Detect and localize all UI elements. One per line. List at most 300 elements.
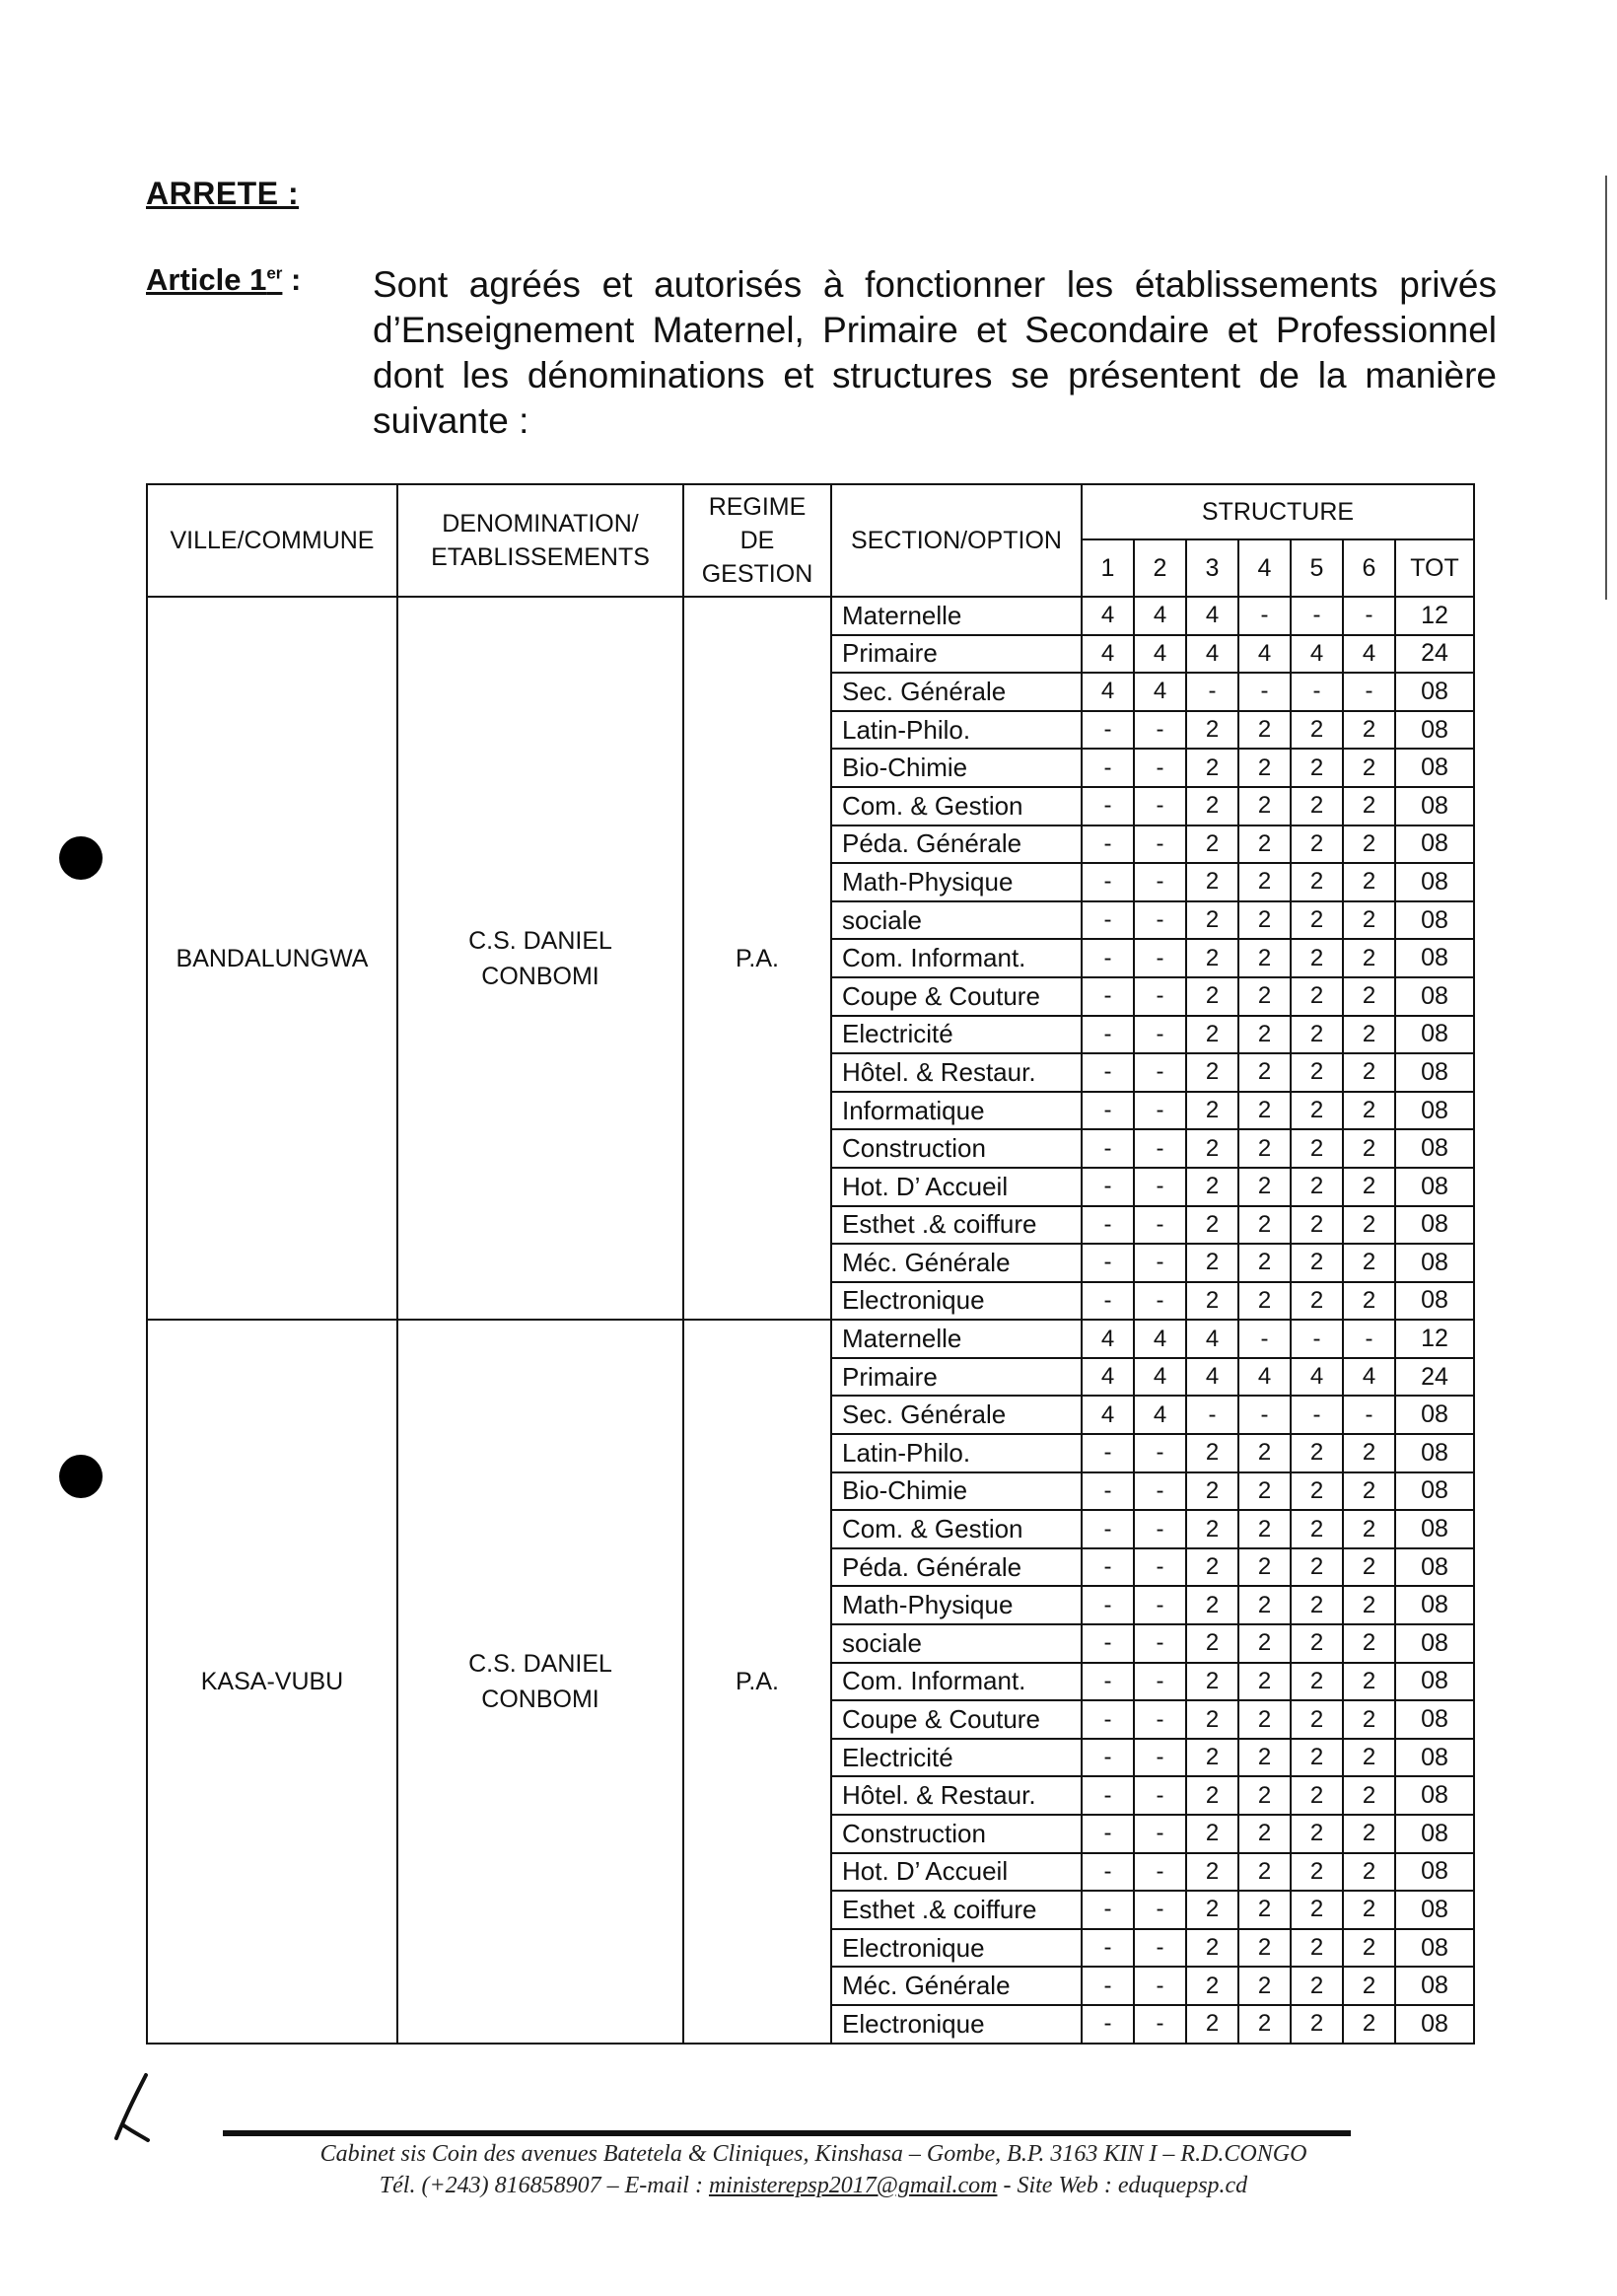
article-superscript: er bbox=[266, 263, 283, 283]
cell-section: Méc. Générale bbox=[831, 1967, 1082, 2005]
cell-year-1: - bbox=[1082, 825, 1134, 864]
cell-total: 12 bbox=[1395, 597, 1474, 635]
cell-year-3: 4 bbox=[1186, 635, 1238, 674]
cell-section: Hôtel. & Restaur. bbox=[831, 1053, 1082, 1092]
cell-year-5: 2 bbox=[1291, 1016, 1343, 1054]
cell-year-4: 2 bbox=[1238, 901, 1291, 940]
cell-section: Maternelle bbox=[831, 597, 1082, 635]
punch-hole-mark bbox=[59, 836, 103, 880]
cell-year-4: 2 bbox=[1238, 1624, 1291, 1663]
cell-total: 08 bbox=[1395, 1472, 1474, 1511]
cell-year-2: - bbox=[1134, 825, 1186, 864]
cell-year-4: 2 bbox=[1238, 1168, 1291, 1206]
cell-year-4: - bbox=[1238, 1396, 1291, 1434]
cell-section: Informatique bbox=[831, 1092, 1082, 1130]
cell-year-3: 2 bbox=[1186, 1244, 1238, 1282]
cell-year-5: 2 bbox=[1291, 1168, 1343, 1206]
footer-contact: Tél. (+243) 816858907 – E-mail : ministerepsp2017@gmail.com - Site Web : eduquepsp.cd bbox=[379, 2173, 1248, 2198]
cell-year-5: 2 bbox=[1291, 1967, 1343, 2005]
cell-section: Latin-Philo. bbox=[831, 1434, 1082, 1472]
cell-section: Hot. D’ Accueil bbox=[831, 1853, 1082, 1892]
cell-year-5: 2 bbox=[1291, 1929, 1343, 1968]
cell-year-3: 2 bbox=[1186, 1206, 1238, 1245]
cell-year-5: 2 bbox=[1291, 1092, 1343, 1130]
cell-year-6: 2 bbox=[1343, 1739, 1395, 1777]
cell-total: 08 bbox=[1395, 1434, 1474, 1472]
cell-year-3: 4 bbox=[1186, 597, 1238, 635]
cell-year-4: 2 bbox=[1238, 1016, 1291, 1054]
cell-year-1: - bbox=[1082, 1739, 1134, 1777]
cell-year-1: - bbox=[1082, 1510, 1134, 1548]
cell-year-4: 2 bbox=[1238, 787, 1291, 825]
header-col-2: 2 bbox=[1134, 539, 1186, 597]
cell-year-2: - bbox=[1134, 1815, 1186, 1853]
cell-year-6: 2 bbox=[1343, 1168, 1395, 1206]
cell-total: 08 bbox=[1395, 825, 1474, 864]
cell-year-3: 4 bbox=[1186, 1320, 1238, 1358]
cell-section: Esthet .& coiffure bbox=[831, 1891, 1082, 1929]
cell-year-4: 2 bbox=[1238, 1891, 1291, 1929]
cell-year-1: - bbox=[1082, 1053, 1134, 1092]
header-col-tot: TOT bbox=[1395, 539, 1474, 597]
cell-year-2: - bbox=[1134, 1510, 1186, 1548]
header-ville: VILLE/COMMUNE bbox=[147, 484, 397, 597]
cell-year-2: - bbox=[1134, 863, 1186, 901]
cell-year-1: - bbox=[1082, 1129, 1134, 1168]
cell-total: 12 bbox=[1395, 1320, 1474, 1358]
cell-total: 08 bbox=[1395, 901, 1474, 940]
cell-year-4: 2 bbox=[1238, 1472, 1291, 1511]
cell-year-6: - bbox=[1343, 1396, 1395, 1434]
cell-year-3: 2 bbox=[1186, 1929, 1238, 1968]
cell-year-6: 2 bbox=[1343, 787, 1395, 825]
cell-year-1: - bbox=[1082, 1815, 1134, 1853]
cell-year-4: 2 bbox=[1238, 977, 1291, 1016]
page-heading: ARRETE : bbox=[146, 176, 300, 211]
cell-year-2: - bbox=[1134, 1472, 1186, 1511]
cell-year-5: - bbox=[1291, 673, 1343, 711]
cell-year-5: 2 bbox=[1291, 1776, 1343, 1815]
cell-section: Math-Physique bbox=[831, 863, 1082, 901]
cell-year-4: 2 bbox=[1238, 1929, 1291, 1968]
cell-year-4: - bbox=[1238, 673, 1291, 711]
cell-year-5: - bbox=[1291, 1396, 1343, 1434]
cell-year-1: - bbox=[1082, 1700, 1134, 1739]
cell-section: sociale bbox=[831, 1624, 1082, 1663]
cell-year-3: 2 bbox=[1186, 711, 1238, 750]
cell-section: Com. Informant. bbox=[831, 939, 1082, 977]
cell-year-4: 2 bbox=[1238, 749, 1291, 787]
cell-total: 08 bbox=[1395, 1282, 1474, 1321]
cell-year-1: - bbox=[1082, 977, 1134, 1016]
table-row bbox=[147, 1320, 1474, 1358]
cell-section: Construction bbox=[831, 1815, 1082, 1853]
cell-section: Péda. Générale bbox=[831, 825, 1082, 864]
cell-year-1: 4 bbox=[1082, 1320, 1134, 1358]
cell-year-5: 2 bbox=[1291, 1472, 1343, 1511]
cell-year-2: - bbox=[1134, 1929, 1186, 1968]
cell-total: 08 bbox=[1395, 1739, 1474, 1777]
cell-year-6: 2 bbox=[1343, 1663, 1395, 1701]
cell-year-3: 2 bbox=[1186, 1472, 1238, 1511]
cell-year-2: - bbox=[1134, 1016, 1186, 1054]
cell-year-6: 2 bbox=[1343, 1548, 1395, 1587]
cell-section: Electronique bbox=[831, 2005, 1082, 2044]
cell-year-6: 2 bbox=[1343, 1853, 1395, 1892]
cell-section: sociale bbox=[831, 901, 1082, 940]
cell-total: 08 bbox=[1395, 673, 1474, 711]
cell-year-3: 2 bbox=[1186, 1967, 1238, 2005]
cell-year-1: - bbox=[1082, 1206, 1134, 1245]
cell-section: Sec. Générale bbox=[831, 1396, 1082, 1434]
cell-year-2: - bbox=[1134, 977, 1186, 1016]
cell-year-6: 2 bbox=[1343, 863, 1395, 901]
cell-year-5: - bbox=[1291, 1320, 1343, 1358]
cell-year-1: - bbox=[1082, 863, 1134, 901]
cell-section: Com. Informant. bbox=[831, 1663, 1082, 1701]
cell-year-2: - bbox=[1134, 711, 1186, 750]
cell-year-1: - bbox=[1082, 1016, 1134, 1054]
cell-total: 08 bbox=[1395, 1092, 1474, 1130]
article-label bbox=[146, 262, 301, 298]
header-regime: REGIME DE GESTION bbox=[683, 484, 831, 597]
cell-total: 08 bbox=[1395, 1206, 1474, 1245]
cell-year-6: 2 bbox=[1343, 1244, 1395, 1282]
cell-year-3: 2 bbox=[1186, 1282, 1238, 1321]
cell-total: 08 bbox=[1395, 1016, 1474, 1054]
cell-total: 08 bbox=[1395, 711, 1474, 750]
cell-year-1: - bbox=[1082, 1929, 1134, 1968]
cell-year-5: 2 bbox=[1291, 1244, 1343, 1282]
cell-year-6: 2 bbox=[1343, 711, 1395, 750]
cell-year-5: 2 bbox=[1291, 1510, 1343, 1548]
cell-year-3: 2 bbox=[1186, 749, 1238, 787]
cell-year-4: 2 bbox=[1238, 1853, 1291, 1892]
cell-year-3: 2 bbox=[1186, 1891, 1238, 1929]
cell-year-5: - bbox=[1291, 597, 1343, 635]
cell-year-3: 2 bbox=[1186, 1548, 1238, 1587]
footer-address: Cabinet sis Coin des avenues Batetela & Cliniques, Kinshasa – Gombe, B.P. 3163 KIN I – R.D.CONGO bbox=[319, 2141, 1307, 2167]
cell-total: 08 bbox=[1395, 1891, 1474, 1929]
cell-year-2: - bbox=[1134, 1776, 1186, 1815]
cell-year-4: 2 bbox=[1238, 1815, 1291, 1853]
cell-year-1: - bbox=[1082, 2005, 1134, 2044]
cell-total: 08 bbox=[1395, 863, 1474, 901]
cell-year-3: 4 bbox=[1186, 1358, 1238, 1397]
cell-ville: KASA-VUBU bbox=[147, 1320, 397, 2043]
cell-year-2: - bbox=[1134, 1282, 1186, 1321]
cell-section: Com. & Gestion bbox=[831, 787, 1082, 825]
cell-section: Bio-Chimie bbox=[831, 1472, 1082, 1511]
cell-year-5: 2 bbox=[1291, 825, 1343, 864]
cell-year-5: 2 bbox=[1291, 711, 1343, 750]
article-text: Sont agréés et autorisés à fonctionner les établissements privés d’Enseignement Maternel, Primaire et Secondaire et Professionnel dont les dénominations et structures se présentent de la manière suivante : bbox=[373, 264, 1497, 441]
cell-year-3: 2 bbox=[1186, 1092, 1238, 1130]
cell-total: 08 bbox=[1395, 1548, 1474, 1587]
cell-year-1: - bbox=[1082, 787, 1134, 825]
cell-year-2: - bbox=[1134, 1206, 1186, 1245]
cell-year-1: - bbox=[1082, 1776, 1134, 1815]
cell-section: Péda. Générale bbox=[831, 1548, 1082, 1587]
cell-year-6: 2 bbox=[1343, 1510, 1395, 1548]
cell-year-6: 2 bbox=[1343, 939, 1395, 977]
cell-regime: P.A. bbox=[683, 1320, 831, 2043]
cell-year-2: - bbox=[1134, 1663, 1186, 1701]
cell-year-4: - bbox=[1238, 597, 1291, 635]
cell-year-4: 2 bbox=[1238, 1282, 1291, 1321]
cell-year-5: 2 bbox=[1291, 1853, 1343, 1892]
cell-year-4: 2 bbox=[1238, 2005, 1291, 2044]
structure-table bbox=[146, 483, 1475, 2045]
cell-year-6: 2 bbox=[1343, 901, 1395, 940]
cell-year-6: 2 bbox=[1343, 1472, 1395, 1511]
cell-year-6: - bbox=[1343, 673, 1395, 711]
cell-year-4: 2 bbox=[1238, 1967, 1291, 2005]
cell-year-3: 2 bbox=[1186, 1853, 1238, 1892]
cell-year-1: 4 bbox=[1082, 673, 1134, 711]
cell-year-2: - bbox=[1134, 1434, 1186, 1472]
cell-year-6: - bbox=[1343, 597, 1395, 635]
cell-year-6: 2 bbox=[1343, 1624, 1395, 1663]
cell-year-4: 4 bbox=[1238, 635, 1291, 674]
header-col-4: 4 bbox=[1238, 539, 1291, 597]
cell-year-2: - bbox=[1134, 1586, 1186, 1624]
cell-year-3: 2 bbox=[1186, 1586, 1238, 1624]
cell-year-2: - bbox=[1134, 1891, 1186, 1929]
handwritten-mark bbox=[108, 2069, 168, 2148]
cell-year-6: 2 bbox=[1343, 1700, 1395, 1739]
cell-year-6: 2 bbox=[1343, 1967, 1395, 2005]
cell-year-3: 2 bbox=[1186, 1168, 1238, 1206]
cell-year-4: 4 bbox=[1238, 1358, 1291, 1397]
cell-year-1: 4 bbox=[1082, 635, 1134, 674]
cell-total: 24 bbox=[1395, 635, 1474, 674]
cell-year-5: 2 bbox=[1291, 2005, 1343, 2044]
table-row bbox=[147, 597, 1474, 635]
header-denomination: DENOMINATION/ ETABLISSEMENTS bbox=[397, 484, 683, 597]
article-label-text: Article 1er bbox=[146, 262, 283, 297]
cell-total: 08 bbox=[1395, 1853, 1474, 1892]
cell-year-1: - bbox=[1082, 1168, 1134, 1206]
cell-year-2: - bbox=[1134, 1739, 1186, 1777]
cell-year-2: - bbox=[1134, 787, 1186, 825]
cell-year-1: - bbox=[1082, 711, 1134, 750]
cell-year-4: 2 bbox=[1238, 825, 1291, 864]
cell-total: 08 bbox=[1395, 1663, 1474, 1701]
cell-year-4: 2 bbox=[1238, 1700, 1291, 1739]
cell-year-6: 2 bbox=[1343, 1092, 1395, 1130]
cell-year-2: - bbox=[1134, 1853, 1186, 1892]
cell-year-4: 2 bbox=[1238, 1434, 1291, 1472]
cell-year-5: 2 bbox=[1291, 1282, 1343, 1321]
cell-denomination: C.S. DANIEL CONBOMI bbox=[397, 1320, 683, 2043]
cell-section: Math-Physique bbox=[831, 1586, 1082, 1624]
cell-year-3: 2 bbox=[1186, 863, 1238, 901]
cell-year-6: 2 bbox=[1343, 1129, 1395, 1168]
cell-year-6: 4 bbox=[1343, 635, 1395, 674]
header-col-5: 5 bbox=[1291, 539, 1343, 597]
cell-year-5: 2 bbox=[1291, 1700, 1343, 1739]
cell-year-5: 4 bbox=[1291, 635, 1343, 674]
cell-year-4: 2 bbox=[1238, 1053, 1291, 1092]
cell-section: Primaire bbox=[831, 635, 1082, 674]
cell-year-1: - bbox=[1082, 1853, 1134, 1892]
cell-year-4: 2 bbox=[1238, 1129, 1291, 1168]
cell-year-5: 2 bbox=[1291, 1586, 1343, 1624]
cell-total: 08 bbox=[1395, 1129, 1474, 1168]
cell-year-3: 2 bbox=[1186, 939, 1238, 977]
cell-year-2: - bbox=[1134, 901, 1186, 940]
cell-year-4: 2 bbox=[1238, 863, 1291, 901]
cell-year-6: 2 bbox=[1343, 1016, 1395, 1054]
cell-year-6: 2 bbox=[1343, 1206, 1395, 1245]
cell-year-5: 2 bbox=[1291, 939, 1343, 977]
cell-section: Méc. Générale bbox=[831, 1244, 1082, 1282]
cell-year-4: 2 bbox=[1238, 1548, 1291, 1587]
cell-section: Maternelle bbox=[831, 1320, 1082, 1358]
cell-section: Esthet .& coiffure bbox=[831, 1206, 1082, 1245]
cell-year-2: - bbox=[1134, 1700, 1186, 1739]
cell-ville: BANDALUNGWA bbox=[147, 597, 397, 1320]
article-colon: : bbox=[282, 262, 302, 297]
cell-total: 08 bbox=[1395, 1815, 1474, 1853]
cell-year-1: - bbox=[1082, 1244, 1134, 1282]
cell-section: Coupe & Couture bbox=[831, 977, 1082, 1016]
cell-year-6: - bbox=[1343, 1320, 1395, 1358]
cell-year-4: 2 bbox=[1238, 1739, 1291, 1777]
cell-total: 08 bbox=[1395, 1967, 1474, 2005]
cell-year-3: 2 bbox=[1186, 1700, 1238, 1739]
cell-total: 08 bbox=[1395, 939, 1474, 977]
cell-year-2: - bbox=[1134, 1053, 1186, 1092]
cell-year-5: 2 bbox=[1291, 1624, 1343, 1663]
cell-total: 08 bbox=[1395, 1168, 1474, 1206]
cell-year-1: 4 bbox=[1082, 1396, 1134, 1434]
cell-year-4: 2 bbox=[1238, 1663, 1291, 1701]
cell-year-1: - bbox=[1082, 1434, 1134, 1472]
cell-year-3: 2 bbox=[1186, 1053, 1238, 1092]
cell-year-6: 2 bbox=[1343, 1929, 1395, 1968]
cell-section: Coupe & Couture bbox=[831, 1700, 1082, 1739]
cell-total: 08 bbox=[1395, 1929, 1474, 1968]
cell-year-3: 2 bbox=[1186, 1663, 1238, 1701]
cell-year-6: 2 bbox=[1343, 1053, 1395, 1092]
cell-year-4: 2 bbox=[1238, 1206, 1291, 1245]
cell-year-5: 2 bbox=[1291, 1206, 1343, 1245]
cell-year-1: - bbox=[1082, 1624, 1134, 1663]
cell-year-3: 2 bbox=[1186, 1815, 1238, 1853]
cell-year-3: 2 bbox=[1186, 1510, 1238, 1548]
cell-year-5: 2 bbox=[1291, 1815, 1343, 1853]
cell-year-6: 2 bbox=[1343, 749, 1395, 787]
cell-total: 08 bbox=[1395, 1624, 1474, 1663]
cell-year-3: 2 bbox=[1186, 825, 1238, 864]
cell-year-1: - bbox=[1082, 1092, 1134, 1130]
cell-year-3: 2 bbox=[1186, 977, 1238, 1016]
cell-year-2: - bbox=[1134, 1548, 1186, 1587]
cell-year-5: 2 bbox=[1291, 1548, 1343, 1587]
cell-year-1: - bbox=[1082, 1472, 1134, 1511]
cell-denomination: C.S. DANIEL CONBOMI bbox=[397, 597, 683, 1320]
cell-year-5: 2 bbox=[1291, 749, 1343, 787]
cell-year-5: 2 bbox=[1291, 1053, 1343, 1092]
cell-section: Electronique bbox=[831, 1282, 1082, 1321]
cell-year-2: - bbox=[1134, 939, 1186, 977]
cell-year-5: 2 bbox=[1291, 1129, 1343, 1168]
cell-year-3: - bbox=[1186, 673, 1238, 711]
cell-year-2: 4 bbox=[1134, 597, 1186, 635]
cell-total: 08 bbox=[1395, 1244, 1474, 1282]
cell-year-6: 2 bbox=[1343, 1776, 1395, 1815]
cell-year-2: 4 bbox=[1134, 673, 1186, 711]
cell-year-2: - bbox=[1134, 1129, 1186, 1168]
footer-email-link[interactable]: ministerepsp2017@gmail.com bbox=[708, 2173, 998, 2198]
cell-section: Electronique bbox=[831, 1929, 1082, 1968]
cell-year-2: 4 bbox=[1134, 635, 1186, 674]
cell-year-2: - bbox=[1134, 1092, 1186, 1130]
cell-year-1: - bbox=[1082, 1548, 1134, 1587]
cell-year-4: 2 bbox=[1238, 1586, 1291, 1624]
cell-section: Electricité bbox=[831, 1739, 1082, 1777]
cell-year-3: 2 bbox=[1186, 1624, 1238, 1663]
cell-year-6: 2 bbox=[1343, 1586, 1395, 1624]
cell-year-5: 2 bbox=[1291, 1663, 1343, 1701]
cell-total: 08 bbox=[1395, 1586, 1474, 1624]
cell-year-1: 4 bbox=[1082, 597, 1134, 635]
cell-year-3: 2 bbox=[1186, 1016, 1238, 1054]
cell-total: 24 bbox=[1395, 1358, 1474, 1397]
cell-year-2: - bbox=[1134, 749, 1186, 787]
cell-year-5: 4 bbox=[1291, 1358, 1343, 1397]
cell-year-1: - bbox=[1082, 1891, 1134, 1929]
cell-year-4: 2 bbox=[1238, 1776, 1291, 1815]
cell-year-3: 2 bbox=[1186, 1776, 1238, 1815]
cell-section: Hot. D’ Accueil bbox=[831, 1168, 1082, 1206]
cell-year-4: 2 bbox=[1238, 711, 1291, 750]
cell-year-6: 2 bbox=[1343, 1815, 1395, 1853]
cell-year-5: 2 bbox=[1291, 901, 1343, 940]
cell-total: 08 bbox=[1395, 787, 1474, 825]
cell-year-1: - bbox=[1082, 1967, 1134, 2005]
cell-year-6: 2 bbox=[1343, 2005, 1395, 2044]
cell-year-3: 2 bbox=[1186, 1129, 1238, 1168]
cell-total: 08 bbox=[1395, 749, 1474, 787]
cell-year-6: 2 bbox=[1343, 825, 1395, 864]
cell-year-2: 4 bbox=[1134, 1396, 1186, 1434]
cell-total: 08 bbox=[1395, 1510, 1474, 1548]
cell-year-5: 2 bbox=[1291, 1739, 1343, 1777]
cell-section: Latin-Philo. bbox=[831, 711, 1082, 750]
cell-year-1: - bbox=[1082, 749, 1134, 787]
cell-section: Sec. Générale bbox=[831, 673, 1082, 711]
cell-year-6: 2 bbox=[1343, 1282, 1395, 1321]
cell-year-4: 2 bbox=[1238, 1092, 1291, 1130]
cell-year-3: - bbox=[1186, 1396, 1238, 1434]
scan-edge-line bbox=[1605, 176, 1607, 600]
cell-year-2: - bbox=[1134, 1168, 1186, 1206]
cell-year-4: - bbox=[1238, 1320, 1291, 1358]
punch-hole-mark bbox=[59, 1455, 103, 1498]
header-col-3: 3 bbox=[1186, 539, 1238, 597]
cell-year-5: 2 bbox=[1291, 863, 1343, 901]
cell-total: 08 bbox=[1395, 1700, 1474, 1739]
cell-year-6: 2 bbox=[1343, 1434, 1395, 1472]
cell-year-3: 2 bbox=[1186, 787, 1238, 825]
cell-total: 08 bbox=[1395, 1776, 1474, 1815]
header-structure: STRUCTURE bbox=[1082, 484, 1474, 539]
cell-year-3: 2 bbox=[1186, 2005, 1238, 2044]
cell-year-2: - bbox=[1134, 1967, 1186, 2005]
